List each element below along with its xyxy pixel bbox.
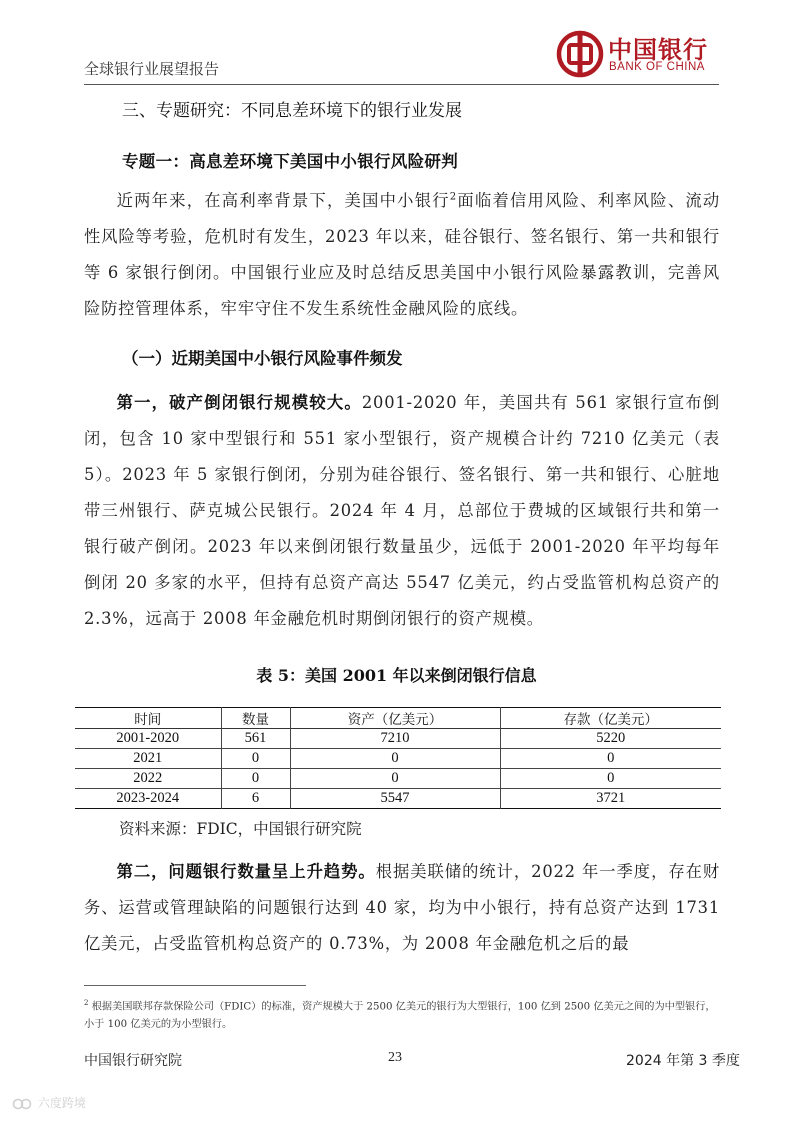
table-cell: 2023-2024	[116, 790, 180, 806]
paragraph-first-lead: 第一，破产倒闭银行规模较大。	[116, 393, 362, 412]
paragraph-first	[84, 385, 720, 637]
table-cell: 2001-2020	[116, 730, 180, 746]
table-source: 资料来源：FDIC，中国银行研究院	[119, 820, 362, 838]
logo-english-text: BANK OF CHINA	[609, 61, 705, 73]
table-cell: 0	[290, 749, 500, 769]
footnote-divider	[84, 985, 306, 986]
table-cell: 5220	[500, 729, 721, 749]
watermark-logo-icon	[12, 1097, 34, 1111]
table-row	[75, 769, 721, 789]
header-divider	[84, 84, 719, 85]
table-cell: 0	[500, 749, 721, 769]
bank-of-china-logo-icon	[556, 30, 604, 78]
footnote-marker: 2	[84, 999, 89, 1007]
report-title: 全球银行业展望报告	[84, 60, 220, 78]
intro-text-end: 面临着信用风险、利率风险、流动性风险等考验，危机时有发生，2023 年以来，硅谷银行、签名银行、第一共和银行等 6 家银行倒闭。中国银行业应及时总结反思美国中小银行风险暴露教训，完善风险防控管理体系，牢牢守住不发生系统性金融风险的底线。	[84, 191, 720, 318]
section-heading: 三、专题研究：不同息差环境下的银行业发展	[122, 101, 462, 121]
table-cell: 3721	[500, 789, 721, 809]
table-cell: 0	[290, 769, 500, 789]
table-row	[75, 789, 721, 809]
table-row	[75, 749, 721, 769]
table-cell: 561	[221, 729, 290, 749]
column-header: 数量	[221, 708, 290, 729]
table-cell: 0	[500, 769, 721, 789]
footnote-reference: 2	[449, 191, 457, 203]
footer-period: 2024 年第 3 季度	[626, 1053, 740, 1069]
footer-institution: 中国银行研究院	[84, 1053, 182, 1069]
page-number: 23	[388, 1050, 402, 1065]
paragraph-first-body: 2001-2020 年，美国共有 561 家银行宣布倒闭，包含 10 家中型银行和 551 家小型银行，资产规模合计约 7210 亿美元（表 5）。2023 年 5 家银行倒闭，分别为硅谷银行、签名银行、第一共和银行、心脏地带三州银行、萨克城公民银行。2024 年 4 月，总部位于费城的区域银行共和第一银行破产倒闭。2023 年以来倒闭银行数量虽少，远低于 2001-2020 年平均每年倒闭 20 多家的水平，但持有总资产高达 5547 亿美元，约占受监管机构总资产的 2.3%，远高于 2008 年金融危机时期倒闭银行的资产规模。	[84, 393, 720, 628]
column-header: 时间	[134, 712, 162, 728]
column-header: 存款（亿美元）	[500, 708, 721, 729]
footnote-text: 根据美国联邦存款保险公司（FDIC）的标准，资产规模大于 2500 亿美元的银行为大型银行，100 亿到 2500 亿美元之间的为中型银行，小于 100 亿美元的为小型银行。	[84, 1001, 716, 1031]
topic-heading: 专题一：高息差环境下美国中小银行风险研判	[122, 152, 458, 171]
watermark	[12, 1094, 86, 1111]
table-cell: 7210	[290, 729, 500, 749]
subsection-heading: （一）近期美国中小银行风险事件频发	[122, 349, 403, 368]
intro-paragraph	[84, 183, 720, 327]
table-cell: 5547	[290, 789, 500, 809]
paragraph-second-body: 根据美联储的统计，2022 年一季度，存在财务、运营或管理缺陷的问题银行达到 40 家，均为中小银行，持有总资产达到 1731 亿美元，占受监管机构总资产的 0.73%，为 2008 年金融危机之后的最	[84, 862, 720, 953]
table-row	[75, 729, 721, 749]
intro-text-start: 近两年来，在高利率背景下，美国中小银行	[116, 191, 450, 210]
table-cell: 2022	[133, 770, 163, 786]
table-cell: 6	[221, 789, 290, 809]
paragraph-second-lead: 第二，问题银行数量呈上升趋势。	[116, 862, 376, 881]
failed-banks-table	[75, 707, 721, 809]
table-cell: 2021	[133, 750, 163, 766]
table-cell: 0	[221, 749, 290, 769]
table-header-row	[75, 708, 721, 729]
bank-logo	[556, 28, 716, 80]
table-title: 表 5：美国 2001 年以来倒闭银行信息	[256, 666, 537, 685]
column-header: 资产（亿美元）	[290, 708, 500, 729]
logo-chinese-text: 中国银行	[608, 35, 708, 64]
table-cell: 0	[221, 769, 290, 789]
paragraph-second	[84, 854, 720, 962]
watermark-text: 六度跨境	[37, 1096, 86, 1110]
footnote	[84, 994, 720, 1034]
